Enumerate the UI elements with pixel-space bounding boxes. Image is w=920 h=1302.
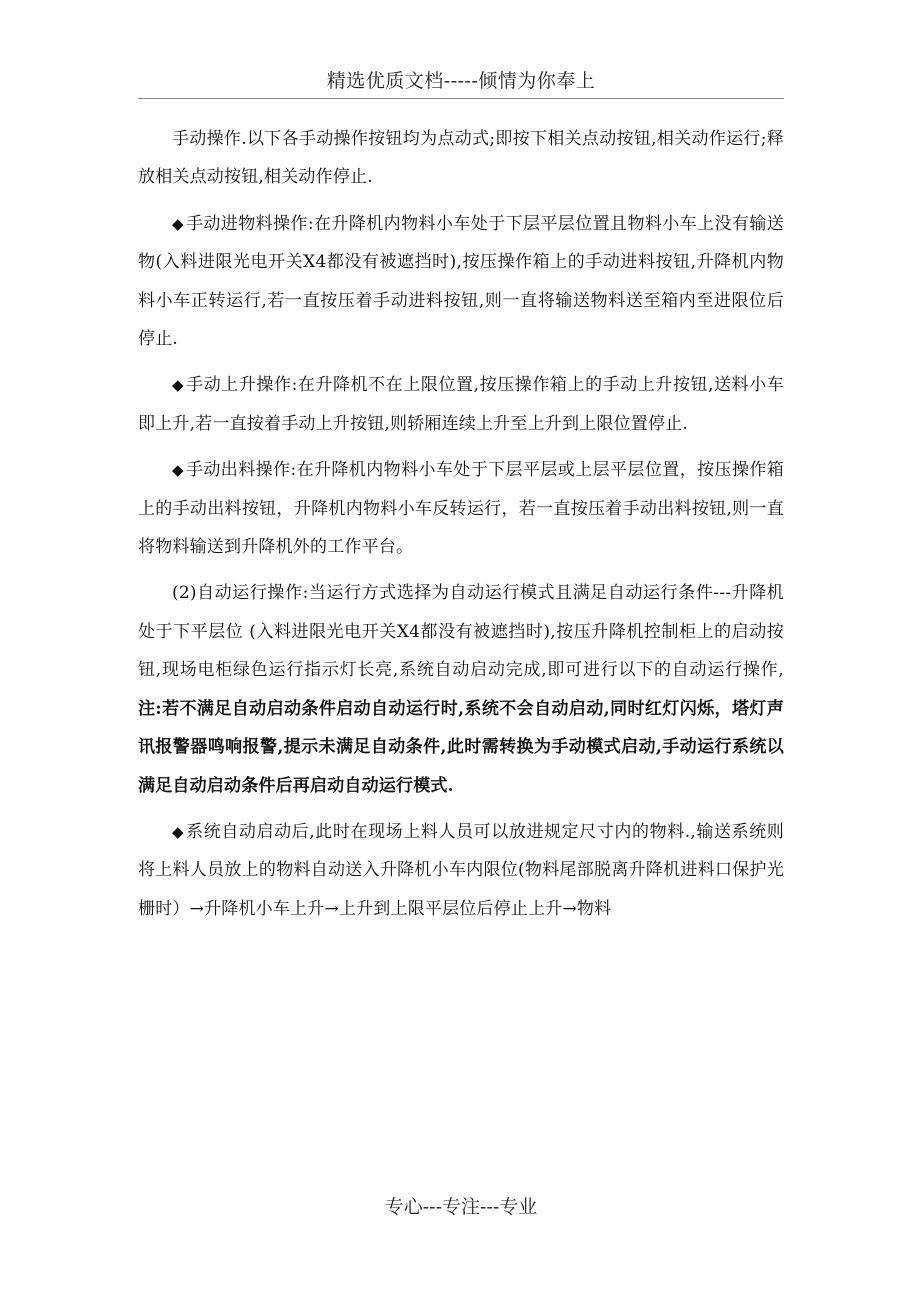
bullet-auto-start [138,813,784,928]
intro-paragraph: 手动操作.以下各手动操作按钮均为点动式;即按下相关点动按钮,相关动作运行;释放相关点动按钮,相关动作停止. [138,129,784,188]
bullet-manual-out-text: 手动出料操作:在升降机内物料小车处于下层平层或上层平层位置，按压操作箱上的手动出料按钮，升降机内物料小车反转运行，若一直按压着手动出料按钮,则一直将物料输送到升降机外的工作平台。 [138,460,784,558]
diamond-bullet-icon: ◆ [172,822,185,841]
auto-operation-paragraph [138,574,784,804]
auto-operation-note: 注:若不满足自动启动条件启动自动运行时,系统不会自动启动,同时红灯闪烁，塔灯声讯报警器鸣响报警,提示未满足自动条件,此时需转换为手动模式启动,手动运行系统以满足自动启动条件后再启动自动运行模式. [138,698,784,796]
page-footer: 专心---专注---专业 [384,1196,538,1218]
bullet-auto-start-text: 系统自动启动后,此时在现场上料人员可以放进规定尺寸内的物料.,输送系统则将上料人员放上的物料自动送入升降机小车内限位(物料尾部脱离升降机进料口保护光栅时）→升降机小车上升→上升到上限平层位后停止上升→物料 [138,821,784,919]
diamond-bullet-icon: ◆ [172,214,184,233]
bullet-manual-up [138,366,784,443]
bullet-manual-up-text: 手动上升操作:在升降机不在上限位置,按压操作箱上的手动上升按钮,送料小车即上升,若一直按着手动上升按钮,则轿厢连续上升至上升到上限位置停止. [138,375,784,434]
bullet-manual-feed [138,205,784,359]
page-header [138,64,784,99]
diamond-bullet-icon: ◆ [172,461,184,480]
document-body [138,120,784,928]
bullet-manual-out [138,451,784,566]
diamond-bullet-icon: ◆ [172,376,185,395]
page-title: 精选优质文档-----倾情为你奉上 [326,70,596,92]
bullet-manual-feed-text: 手动进物料操作:在升降机内物料小车处于下层平层位置且物料小车上没有输送物(入料进限光电开关X4都没有被遮挡时),按压操作箱上的手动进料按钮,升降机内物料小车正转运行,若一直按压着手动进料按钮,则一直将输送物料送至箱内至进限位后停止. [138,213,784,350]
auto-operation-text: (2)自动运行操作:当运行方式选择为自动运行模式且满足自动运行条件---升降机处于下平层位 (入料进限光电开关X4都没有被遮挡时),按压升降机控制柜上的启动按钮,现场电柜绿色运行指示灯长亮,系统自动启动完成,即可进行以下的自动运行操作, [138,583,784,681]
